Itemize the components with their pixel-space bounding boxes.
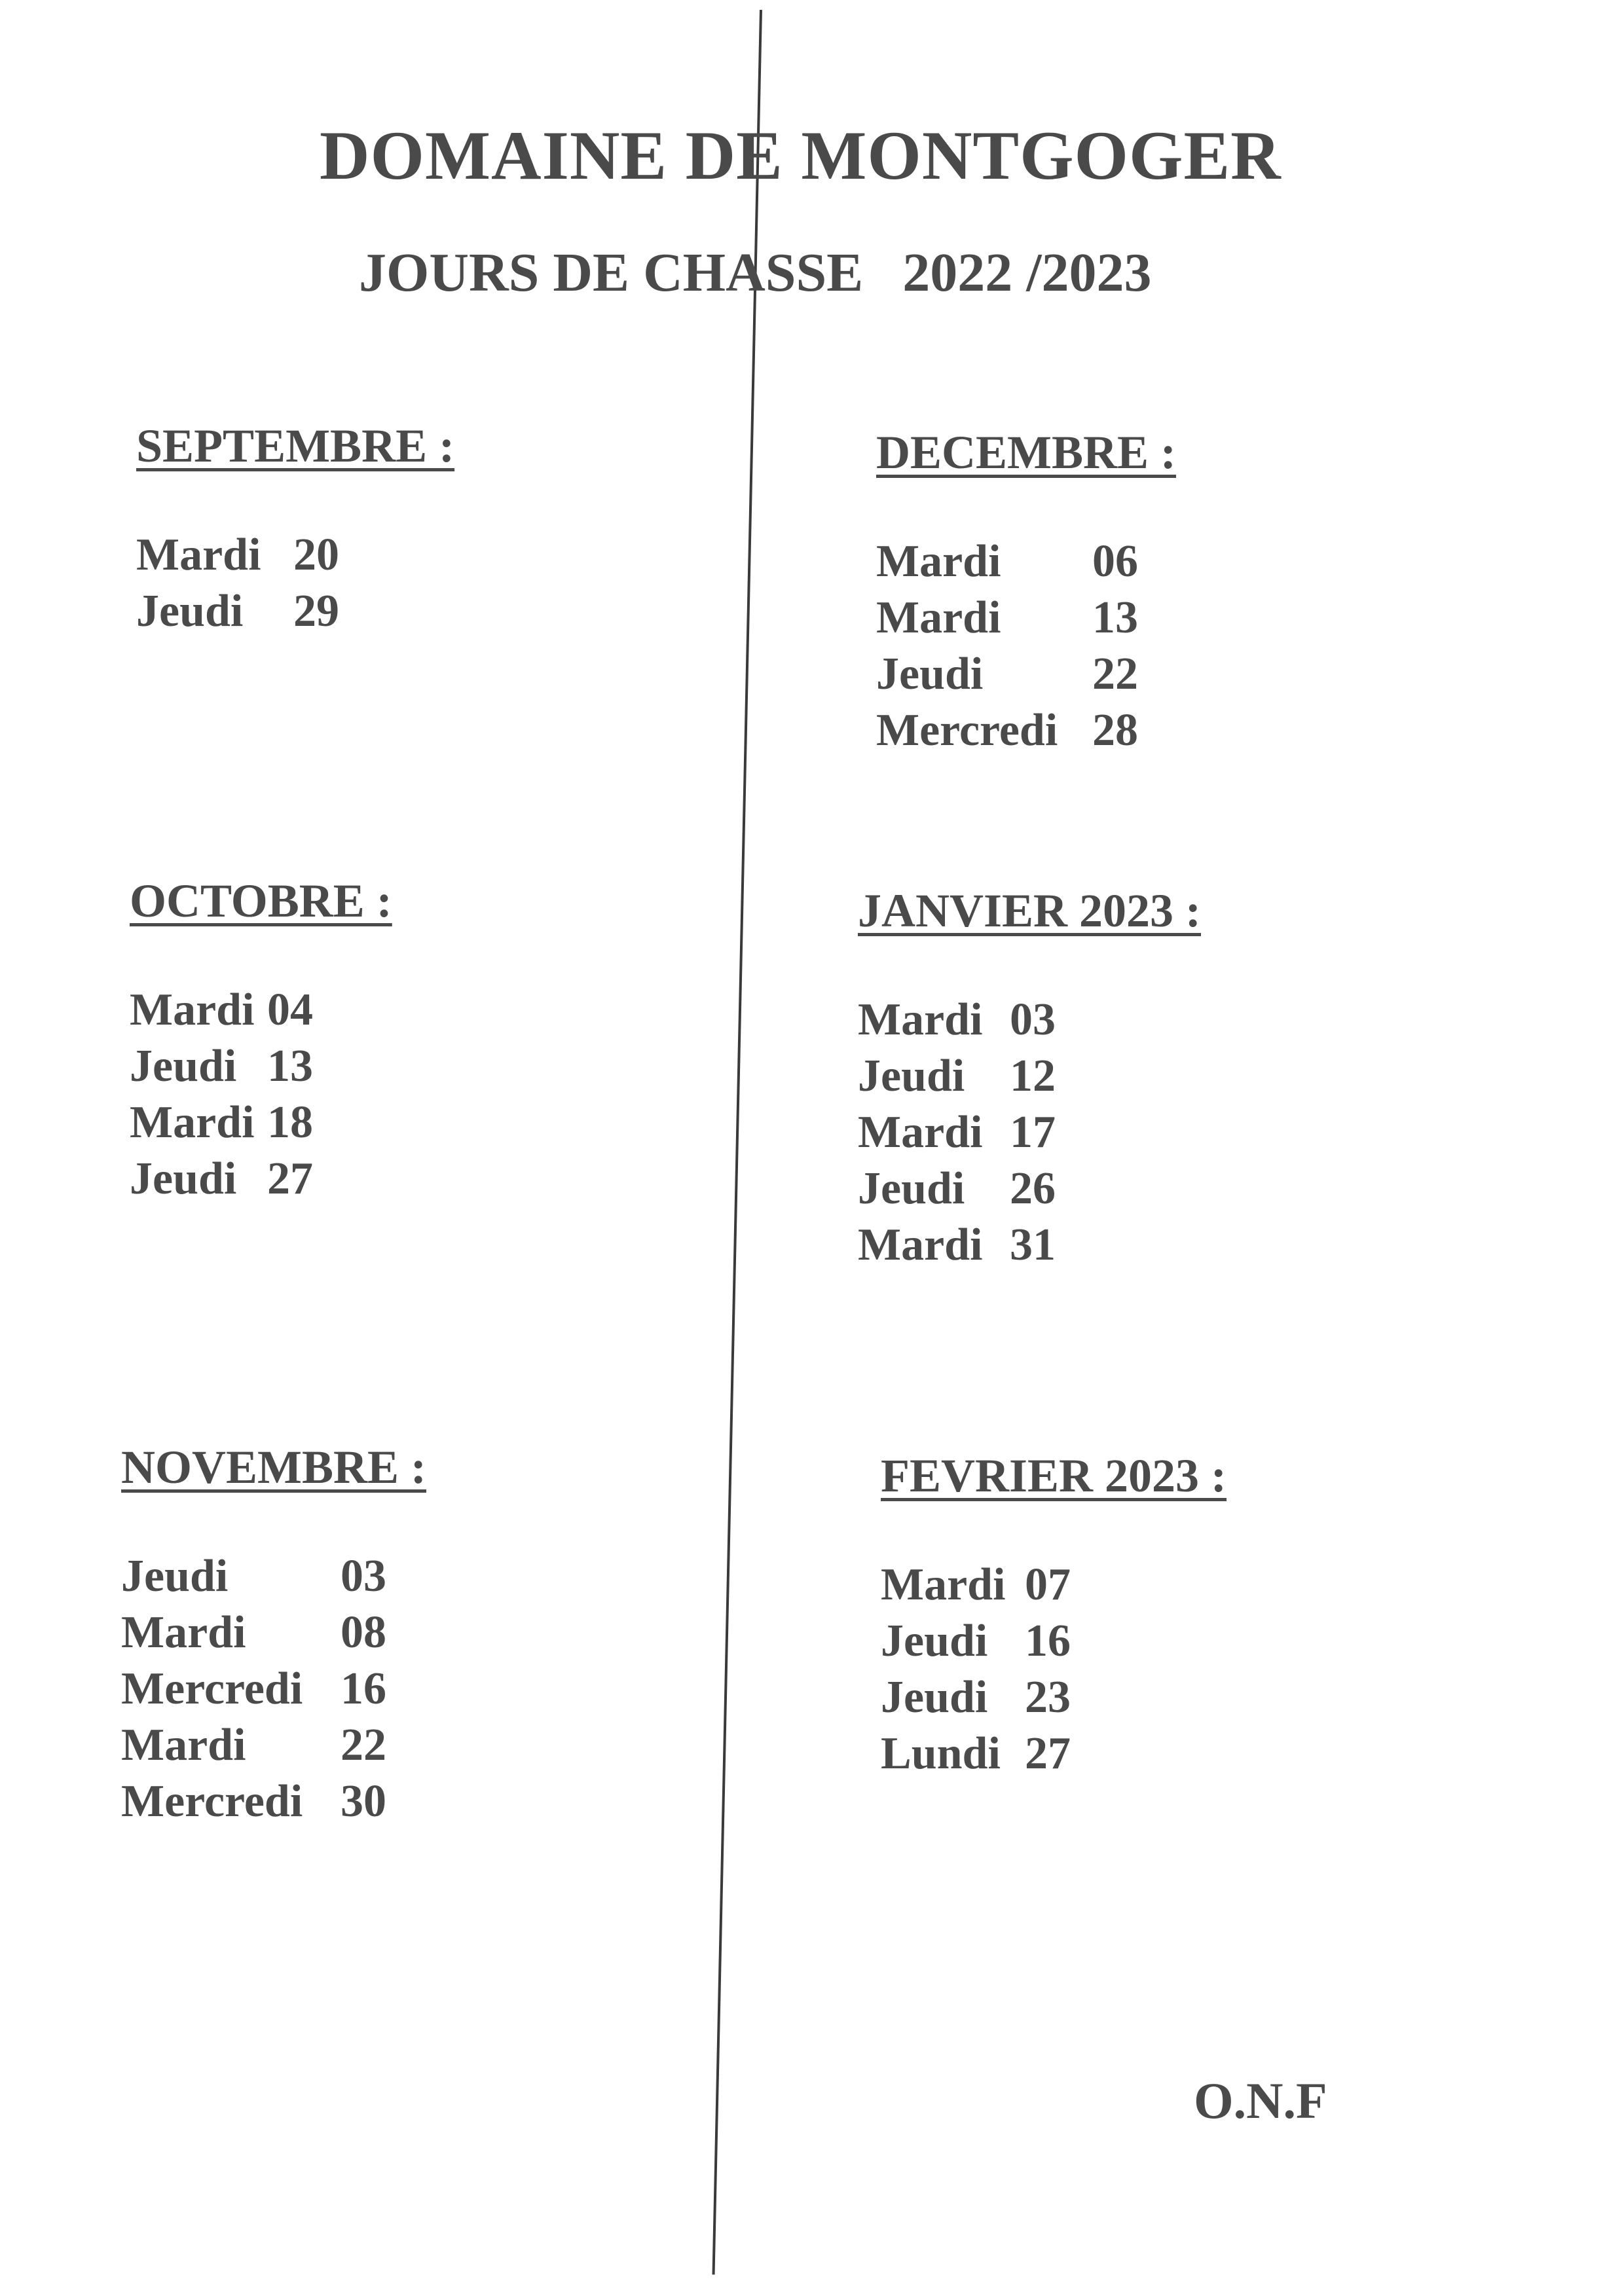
month-heading: FEVRIER 2023 :: [881, 1449, 1227, 1502]
day-name: Jeudi: [876, 649, 984, 699]
hunt-day-row: [121, 1605, 710, 1661]
day-number: 16: [1025, 1616, 1071, 1666]
hunt-day-row: [858, 992, 1447, 1048]
hunt-day-row: [858, 1217, 1447, 1273]
hunt-day-row: [121, 1774, 710, 1830]
column-divider-line: [712, 10, 762, 2274]
month-heading: OCTOBRE :: [130, 875, 392, 927]
day-name: Jeudi: [130, 1041, 237, 1091]
day-name: Mardi: [876, 592, 1001, 643]
month-heading: DECEMBRE :: [876, 426, 1177, 479]
day-name: Mardi: [881, 1559, 1006, 1610]
day-number: 07: [1025, 1559, 1071, 1610]
day-name: Mercredi: [876, 705, 1058, 756]
season-years: 2022 /2023: [902, 242, 1152, 303]
month-block-fevrier: [881, 1449, 1470, 1782]
day-number: 18: [267, 1097, 313, 1148]
day-name: Mercredi: [121, 1776, 303, 1827]
day-number: 08: [341, 1607, 386, 1658]
hunt-day-row: [858, 1048, 1447, 1104]
hunt-day-row: [876, 702, 1466, 759]
hunt-day-row: [136, 527, 726, 583]
hunt-day-row: [130, 1095, 719, 1151]
day-name: Mardi: [121, 1607, 246, 1658]
document-subtitle: [359, 242, 1152, 303]
month-block-decembre: [876, 426, 1466, 759]
day-name: Mardi: [876, 536, 1001, 587]
day-name: Jeudi: [136, 586, 244, 636]
hunt-day-row: [858, 1161, 1447, 1217]
day-number: 22: [1092, 649, 1138, 699]
day-number: 12: [1010, 1051, 1056, 1101]
hunt-day-row: [130, 1038, 719, 1095]
day-number: 27: [267, 1154, 313, 1204]
month-heading: SEPTEMBRE :: [136, 420, 455, 472]
day-number: 13: [267, 1041, 313, 1091]
hunt-day-row: [881, 1669, 1470, 1726]
day-number: 16: [341, 1664, 386, 1714]
day-number: 22: [341, 1720, 386, 1770]
hunt-day-row: [858, 1104, 1447, 1161]
hunt-day-row: [121, 1717, 710, 1774]
day-name: Jeudi: [858, 1163, 965, 1214]
day-number: 30: [341, 1776, 386, 1827]
hunt-day-row: [130, 1151, 719, 1207]
day-name: Mardi: [130, 985, 255, 1035]
day-name: Jeudi: [130, 1154, 237, 1204]
hunt-day-row: [876, 590, 1466, 646]
day-number: 27: [1025, 1728, 1071, 1779]
day-name: Mardi: [136, 530, 261, 580]
month-block-octobre: [130, 877, 719, 1207]
day-name: Lundi: [881, 1728, 1001, 1779]
day-name: Mardi: [858, 994, 983, 1045]
day-number: 03: [341, 1551, 386, 1601]
day-name: Jeudi: [858, 1051, 965, 1101]
day-name: Mardi: [858, 1107, 983, 1157]
hunt-day-row: [876, 534, 1466, 590]
signature-onf: O.N.F: [1194, 2072, 1327, 2129]
day-name: Jeudi: [881, 1616, 988, 1666]
day-number: 17: [1010, 1107, 1056, 1157]
day-name: Mardi: [130, 1097, 255, 1148]
day-number: 28: [1092, 705, 1138, 756]
month-block-novembre: [121, 1441, 710, 1830]
day-name: Jeudi: [121, 1551, 229, 1601]
day-number: 31: [1010, 1220, 1056, 1270]
day-number: 03: [1010, 994, 1056, 1045]
day-number: 04: [267, 985, 313, 1035]
hunt-day-row: [881, 1726, 1470, 1782]
month-block-janvier: [858, 884, 1447, 1273]
hunt-day-row: [136, 583, 726, 640]
day-name: Mercredi: [121, 1664, 303, 1714]
subtitle-label: JOURS DE CHASSE: [359, 242, 864, 303]
month-heading: JANVIER 2023 :: [858, 884, 1202, 937]
day-name: Mardi: [121, 1720, 246, 1770]
day-number: 13: [1092, 592, 1138, 643]
hunt-day-row: [121, 1661, 710, 1717]
day-number: 26: [1010, 1163, 1056, 1214]
month-block-septembre: [136, 422, 726, 640]
hunt-day-row: [121, 1548, 710, 1605]
month-heading: NOVEMBRE :: [121, 1441, 426, 1493]
hunt-day-row: [130, 982, 719, 1038]
day-name: Jeudi: [881, 1672, 988, 1722]
day-number: 23: [1025, 1672, 1071, 1722]
day-name: Mardi: [858, 1220, 983, 1270]
hunt-day-row: [881, 1613, 1470, 1669]
day-number: 06: [1092, 536, 1138, 587]
day-number: 29: [293, 586, 339, 636]
document-title: DOMAINE DE MONTGOGER: [320, 117, 1282, 194]
hunt-day-row: [881, 1557, 1470, 1613]
hunt-day-row: [876, 646, 1466, 702]
day-number: 20: [293, 530, 339, 580]
